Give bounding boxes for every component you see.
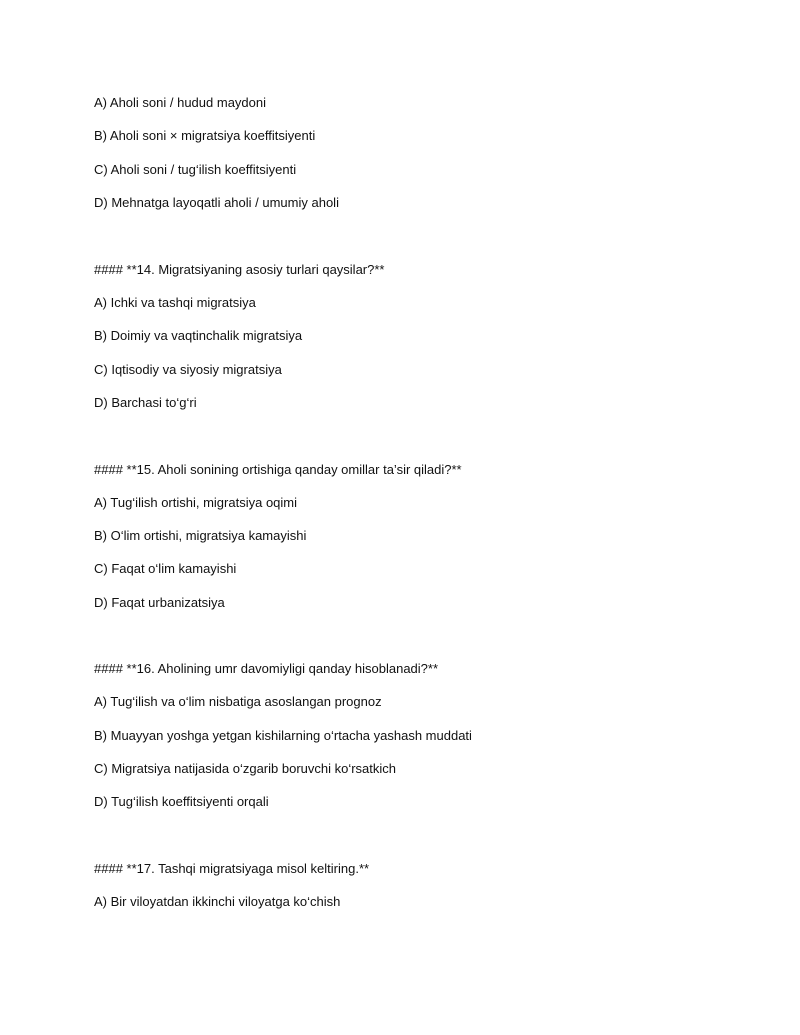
question-heading: #### **16. Aholining umr davomiyligi qanday hisoblanadi?** — [94, 661, 439, 676]
option-a: A) Aholi soni / hudud maydoni — [94, 95, 266, 110]
option-d: D) Barchasi to‘g‘ri — [94, 395, 197, 410]
option-a: A) Bir viloyatdan ikkinchi viloyatga ko‘chish — [94, 894, 341, 909]
option-b: B) O‘lim ortishi, migratsiya kamayishi — [94, 528, 307, 543]
option-b: B) Doimiy va vaqtinchalik migratsiya — [94, 328, 303, 343]
option-d: D) Faqat urbanizatsiya — [94, 595, 225, 610]
option-b: B) Muayyan yoshga yetgan kishilarning o‘rtacha yashash muddati — [94, 728, 472, 743]
option-c: C) Migratsiya natijasida o‘zgarib boruvchi ko‘rsatkich — [94, 761, 397, 776]
option-c: C) Aholi soni / tug‘ilish koeffitsiyenti — [94, 162, 297, 177]
option-a: A) Tug‘ilish ortishi, migratsiya oqimi — [94, 495, 298, 510]
question-heading: #### **14. Migratsiyaning asosiy turlari qaysilar?** — [94, 262, 385, 277]
question-heading: #### **17. Tashqi migratsiyaga misol keltiring.** — [94, 861, 370, 876]
option-a: A) Tug‘ilish va o‘lim nisbatiga asoslangan prognoz — [94, 694, 382, 709]
option-b: B) Aholi soni × migratsiya koeffitsiyenti — [94, 128, 316, 143]
option-c: C) Iqtisodiy va siyosiy migratsiya — [94, 362, 282, 377]
question-heading: #### **15. Aholi sonining ortishiga qanday omillar ta’sir qiladi?** — [94, 462, 462, 477]
option-c: C) Faqat o‘lim kamayishi — [94, 561, 237, 576]
option-d: D) Mehnatga layoqatli aholi / umumiy aholi — [94, 195, 339, 210]
option-a: A) Ichki va tashqi migratsiya — [94, 295, 256, 310]
option-d: D) Tug‘ilish koeffitsiyenti orqali — [94, 794, 269, 809]
